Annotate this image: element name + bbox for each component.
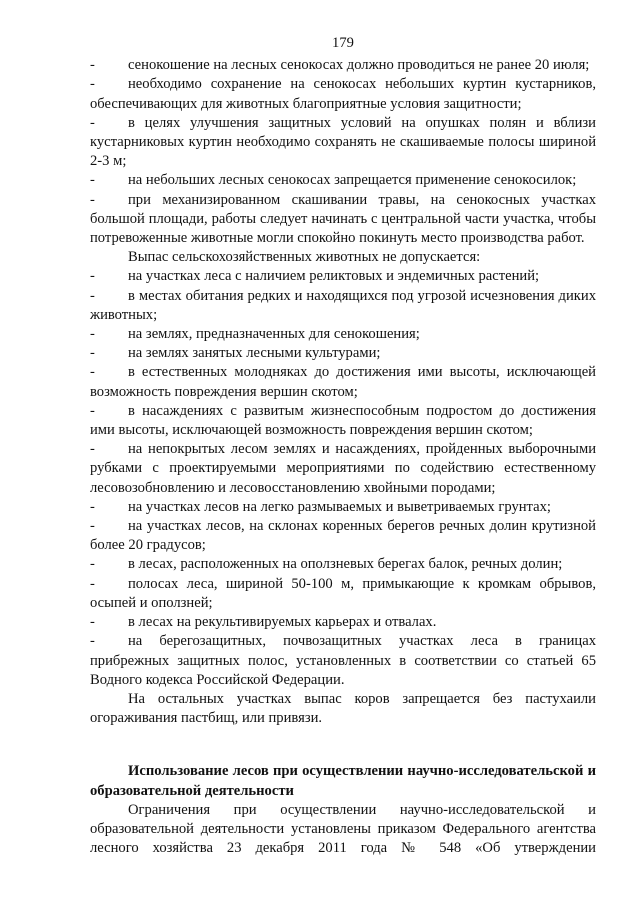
dash-marker: - xyxy=(90,57,95,74)
dash-marker: - xyxy=(90,402,95,419)
dash-marker: - xyxy=(90,268,95,285)
dash-marker: - xyxy=(90,287,95,304)
dash-marker: - xyxy=(90,441,95,458)
list-item: - в насаждениях с развитым жизнеспособным подростом до достижения ими высоты, исключающей возможность повреждения вершин скотом; xyxy=(90,402,596,439)
dash-marker: - xyxy=(90,114,95,131)
dash-marker: - xyxy=(90,191,95,208)
dash-marker: - xyxy=(90,364,95,381)
list-item: - на берегозащитных, почвозащитных участках леса в границах прибрежных защитных полос, установленных в соответствии со статьей 65 Водного кодекса Российской Федерации. xyxy=(90,633,596,688)
list-item: - необходимо сохранение на сенокосах небольших куртин кустарников, обеспечивающих для животных благоприятные условия защитности; xyxy=(90,76,596,112)
dash-marker: - xyxy=(90,614,95,631)
list-item: - на непокрытых лесом землях и насаждениях, пройденных выборочными рубками с проектируемыми мероприятиями по содействию естественному лесовозобновлению и лесовосстановлению хвойными породами; xyxy=(90,441,596,496)
list-item: - в лесах, расположенных на оползневых берегах балок, речных долин; xyxy=(90,555,596,574)
list-item: - в целях улучшения защитных условий на опушках полян и вблизи кустарниковых куртин необходимо сохранять не скашиваемые полосы шириной 2-3 м; xyxy=(90,114,596,170)
cattle-paragraph: На остальных участках выпас коров запрещается без пастухаили огораживания пастбищ, или привязи. xyxy=(90,690,596,727)
list-item: - на участках леса с наличием реликтовых и эндемичных растений; xyxy=(90,267,596,286)
list-item: - на участках лесов, на склонах коренных берегов речных долин крутизной более 20 градусов; xyxy=(90,518,596,554)
dash-marker: - xyxy=(90,518,95,535)
page-number: 179 xyxy=(332,35,354,51)
haymaking-rules-list xyxy=(90,56,596,248)
dash-marker: - xyxy=(90,498,95,515)
grazing-restrictions-list xyxy=(90,267,596,689)
section-paragraph: Ограничения при осуществлении научно-исследовательской и образовательной деятельности установлены приказом Федерального агентства лесного хозяйства 23 декабря 2011 года № 548 «Об утверждении xyxy=(90,801,596,857)
dash-marker: - xyxy=(90,172,95,189)
dash-marker: - xyxy=(90,76,95,93)
list-item: - в естественных молодняках до достижения ими высоты, исключающей возможность повреждения вершин скотом; xyxy=(90,364,596,400)
dash-marker: - xyxy=(90,345,95,362)
list-item: - на небольших лесных сенокосах запрещается применение сенокосилок; xyxy=(90,171,596,190)
dash-marker: - xyxy=(90,575,95,592)
dash-marker: - xyxy=(90,556,95,573)
list-item: - полосах леса, шириной 50-100 м, примыкающие к кромкам обрывов, осыпей и оползней; xyxy=(90,575,596,611)
list-item: - на землях, предназначенных для сенокошения; xyxy=(90,325,596,344)
document-page xyxy=(90,34,596,858)
dash-marker: - xyxy=(90,633,95,650)
list-item: - в местах обитания редких и находящихся под угрозой исчезновения диких животных; xyxy=(90,287,596,323)
list-item: - на участках лесов на легко размываемых и выветриваемых грунтах; xyxy=(90,498,596,517)
list-item: - при механизированном скашивании травы, на сенокосных участках большой площади, работы следует начинать с центральной части участка, чтобы потревоженные животные могли спокойно покинуть место производства работ. xyxy=(90,191,596,247)
list-item: - сенокошение на лесных сенокосах должно проводиться не ранее 20 июля; xyxy=(90,56,596,75)
section-heading: Использование лесов при осуществлении научно-исследовательской и образовательной деятельности xyxy=(90,763,596,799)
section-spacer xyxy=(90,728,596,762)
grazing-intro: Выпас сельскохозяйственных животных не допускается: xyxy=(128,249,481,266)
list-item: - на землях занятых лесными культурами; xyxy=(90,344,596,363)
list-item: - в лесах на рекультивируемых карьерах и отвалах. xyxy=(90,613,596,632)
dash-marker: - xyxy=(90,326,95,343)
